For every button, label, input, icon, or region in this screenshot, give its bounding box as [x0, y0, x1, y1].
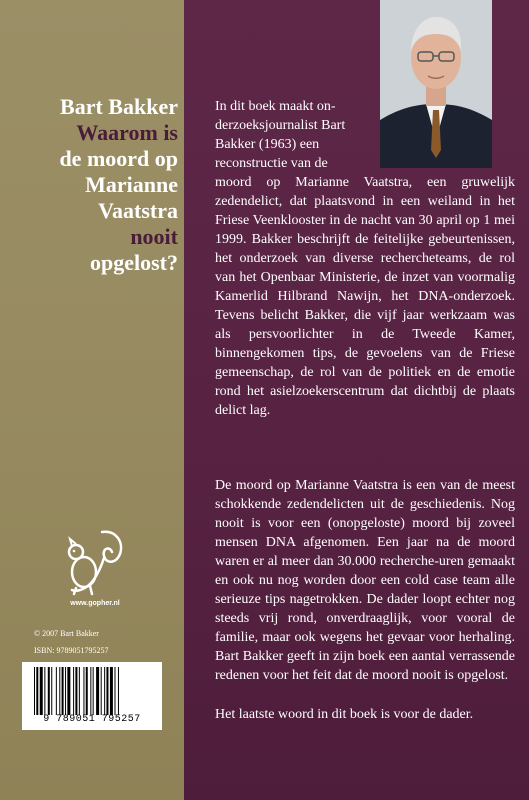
barcode-bar	[62, 667, 64, 715]
barcode-bar	[51, 667, 52, 715]
barcode-bar	[106, 667, 108, 715]
body-line: In dit boek maakt on-	[215, 99, 336, 114]
barcode-bar	[118, 667, 119, 715]
barcode-bar	[96, 667, 99, 715]
barcode-bar	[73, 667, 74, 715]
barcode-digits: 9 789051 795257	[43, 714, 141, 725]
barcode-bar	[65, 667, 66, 715]
copyright-notice: © 2007 Bart Bakker	[34, 629, 99, 638]
barcode-bar	[90, 667, 91, 715]
barcode-bar	[79, 667, 80, 715]
barcode-bars	[32, 667, 152, 715]
barcode-bar	[93, 667, 94, 715]
barcode-bar	[83, 667, 84, 715]
barcode-bar	[56, 667, 57, 715]
author-name: Bart Bakker	[60, 94, 178, 119]
book-title-block	[14, 94, 178, 276]
body-intro-narrow	[215, 97, 373, 173]
left-panel	[0, 0, 184, 800]
title-line-1: Waarom is	[76, 120, 178, 145]
title-line-3: Marianne	[85, 172, 178, 197]
squirrel-icon	[50, 520, 130, 600]
isbn-label: ISBN: 9789051795257	[34, 646, 109, 655]
barcode-bar	[40, 667, 43, 715]
barcode-bar	[101, 667, 102, 715]
barcode-bar	[104, 667, 105, 715]
title-line-2: de moord op	[59, 146, 178, 171]
body-line: reconstructie van de	[215, 156, 328, 171]
barcode-bar	[36, 667, 38, 715]
barcode	[22, 662, 162, 730]
barcode-bar	[48, 667, 50, 715]
title-line-6: opgelost?	[90, 250, 178, 275]
barcode-bar	[67, 667, 70, 715]
body-line: Bakker (1963) een	[215, 137, 320, 152]
title-line-4: Vaatstra	[98, 198, 178, 223]
author-photo	[380, 0, 492, 168]
barcode-bar	[86, 667, 88, 715]
body-line: derzoeksjournalist Bart	[215, 118, 346, 133]
title-line-5: nooit	[130, 224, 178, 249]
body-paragraph-3: Het laatste woord in dit boek is voor de dader.	[215, 707, 474, 722]
barcode-bar	[59, 667, 60, 715]
barcode-bar	[75, 667, 77, 715]
barcode-bar	[44, 667, 45, 715]
body-paragraph-2: De moord op Marianne Vaatstra is een van de meest schokkende zedendelicten uit de geschiedenis. Nog nooit is voor een (onopgeloste) moord bij zoveel mensen DNA afgenomen. Een jaar na de moord waren er al meer dan 30.000 recherche-uren gemaakt en ook nu nog worden door een cold case team alle serieuze tips nagetrokken. De dader loopt echter nog steeds vrij rond, onverdraaglijk, voor vooral de familie, maar ook wegens het gevaar voor herhaling. Bart Bakker geeft in zijn boek een aantal verrassende redenen voor het feit dat de moord nooit is opgelost.	[215, 478, 515, 683]
body-paragraph-1: moord op Marianne Vaatstra, een gruwelijk zedendelict, dat plaatsvond in een weiland in het Friese Veenklooster in de nacht van 30 april op 1 mei 1999. Bakker beschrijft de feitelijke gebeurtenissen, het onderzoek van diverse rechercheteams, de rol van het Openbaar Ministerie, de inzet van voormalig Kamerlid Hilbrand Nawijn, het DNA-onderzoek. Tevens belicht Bakker, die vijf jaar werkzaam was als persvoorlichter in de Tweede Kamer, binnengekomen tips, de gevoelens van de Friese gemeenschap, de rol van de politiek en de emotie rond het asielzoekerscentrum dat dichtbij de plaats delict lag.	[215, 175, 515, 418]
publisher-website: www.gopher.nl	[70, 600, 120, 607]
barcode-bar	[34, 667, 35, 715]
barcode-bar	[110, 667, 113, 715]
barcode-bar	[115, 667, 116, 715]
